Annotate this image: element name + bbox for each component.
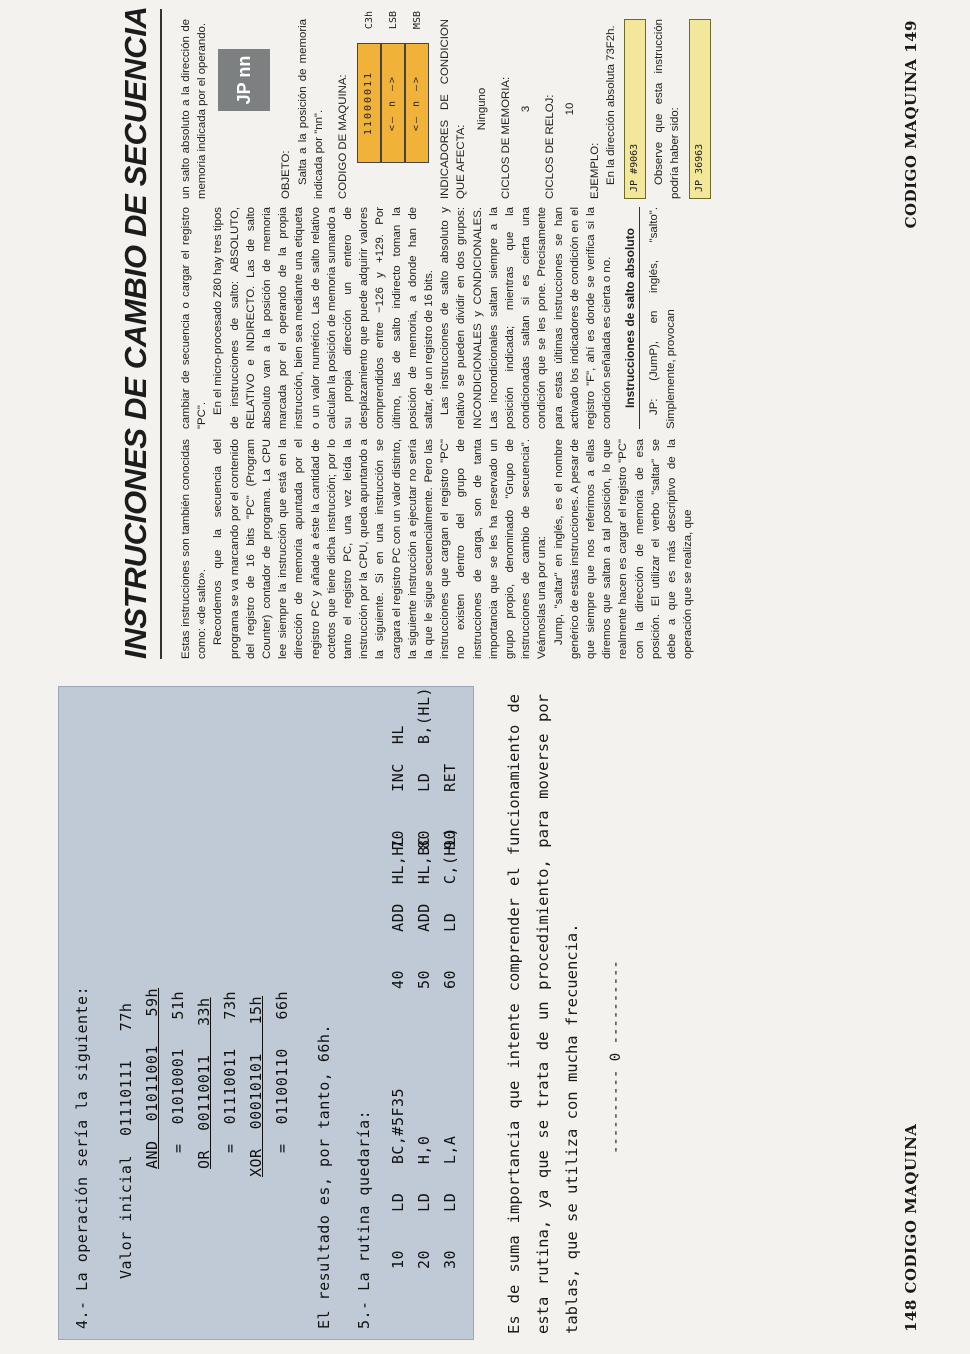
paragraph: cambiar de secuencia o cargar el registro "PC".	[180, 207, 209, 429]
opcode-diagram	[357, 11, 429, 163]
step-4-heading: 4.- La operación sería la siguiente:	[73, 985, 91, 1329]
code-panel	[58, 686, 474, 1340]
initial-value-line: Valor inicial 01110111 77h	[117, 1002, 135, 1279]
indicadores-label: INDICADORES DE CONDICION QUE AFECTA:	[439, 19, 468, 199]
or-line: OR 00110011 33h	[195, 997, 213, 1169]
ciclos-reloj-value: 10	[564, 102, 577, 116]
routine-line: 70 INC HL	[389, 725, 407, 849]
routine-listing	[389, 686, 469, 1269]
paragraph: En el micro-procesado Z80 hay tres tipos de instrucciones de salto: ABSOLUTO, RELATIVO e INDIRECTO. Las de salto absoluto van a la posición de memoria marcada por el operando de la propia instrucción, bien sea mediante una etiqueta o un valor numérico. Las de salto relativo calculan la posición de memoria sumando a su propia dirección un entero de desplazamiento que puede adquirir valores comprendidos entre −126 y +129. Por último, las de salto indirecto toman la posición de memoria, a donde han de saltar, de un registro de 16 bits.	[212, 207, 436, 429]
ciclos-reloj-label: CICLOS DE RELOJ:	[544, 94, 557, 199]
page-footer-149: CODIGO MAQUINA 149	[902, 20, 920, 229]
routine-line: 20 LD H,0	[415, 1135, 433, 1269]
routine-line: 60 LD C,(HL)	[441, 826, 459, 989]
ejemplo-code-box: JP #9063	[624, 19, 646, 199]
instruction-box: JP nn	[218, 49, 270, 111]
page-148	[0, 677, 970, 1354]
or-result-line: = 01110011 73h	[221, 990, 239, 1153]
objeto-label: OBJETO:	[280, 150, 293, 199]
result-line: El resultado es, por tanto, 66h.	[315, 1024, 333, 1329]
opcode-byte: 11000011	[357, 43, 381, 163]
separator: ---------- 0 ----------	[608, 960, 624, 1154]
page-footer-148: 148 CODIGO MAQUINA	[902, 1123, 920, 1332]
objeto-text: Salta a la posición de memoria indicada por "nn".	[296, 19, 325, 199]
routine-line: 90 RET	[441, 763, 459, 849]
codigo-label: CODIGO DE MAQUINA:	[337, 74, 350, 199]
paragraph: Jump, "saltar" en inglés, es el nombre genérico de estas instrucciones. A pesar de que siempre que nos referimos a ellas diremos que saltan a tal posición, lo que realmente hacen es cargar el registro "PC" con la dirección de memoria de esa posición. El utilizar el verbo "saltar" se debe a que es más descriptivo de la operación que se realiza, que	[552, 439, 695, 659]
lsb-byte: <— n —>	[381, 43, 405, 163]
paragraph: Recordemos que la secuencia del programa se va marcando por el contenido del registro de 16 bits "PC" (Program Counter) contador de programa. La CPU lee siempre la instrucción que está en la dirección de memoria apuntada por el registro PC y añade a éste la cantidad de octetos que tiene dicha instrucción; por lo tanto el registro PC, una vez leída la instrucción por la CPU, queda apuntando a la siguiente. Si en una instrucción se cargara el registro PC con un valor distinto, la siguiente instrucción a ejecutar no sería la que le sigue secuencialmente. Pero las instrucciones que cargan el registro "PC" no existen dentro del grupo de instrucciones de carga, son de tanta importancia que se les ha reservado un grupo propio, denominado "Grupo de instrucciones de cambio de secuencia". Veámoslas una por una:	[212, 439, 549, 659]
page-title: INSTRUCIONES DE CAMBIO DE SECUENCIA	[118, 9, 162, 659]
ciclos-memoria-label: CICLOS DE MEMORIA:	[499, 76, 512, 199]
routine-line: 50 ADD HL,BC	[415, 836, 433, 989]
paragraph: Las instrucciones de salto absoluto y relativo se pueden dividir en dos grupos: INCONDICIONALES y CONDICIONALES. Las incondicionales saltan siempre a la posición indicada; mientras que la condicionadas saltan si es cierta una condición que se les pone. Precisamente para estas últimas instrucciones se han activado los indicadores de condición en el registro "F", ahí es donde se verifica si la condición señalada es cierta o no.	[439, 207, 614, 429]
indicadores-value: Ninguno	[475, 87, 488, 131]
paragraph: Estas instrucciones son también conocidas como: «de salto».	[180, 439, 209, 659]
ciclos-memoria-value: 3	[520, 105, 533, 113]
paragraph: JP: (JumP), en inglés, "salto". Simplemente, provocan	[648, 207, 677, 429]
body-paragraph: Es de suma importancia que intente comprender el funcionamiento de esta rutina, ya que se trata de un procedimiento, para moverse por tablas, que se utiliza con mucha frecuencia.	[505, 694, 581, 1334]
routine-line: 10 LD BC,#5F35	[389, 1087, 407, 1269]
and-result-line: = 01010001 51h	[169, 990, 187, 1153]
ejemplo-label: EJEMPLO:	[588, 142, 601, 199]
xor-line: XOR 00010101 15h	[247, 995, 265, 1177]
msb-byte: <— n —>	[405, 43, 429, 163]
and-line: AND 01011001 59h	[143, 987, 161, 1169]
text-column-1	[178, 439, 697, 659]
lsb-label: LSB	[388, 11, 400, 30]
observe-code-box: JP 36963	[689, 19, 711, 199]
opcode-hex: C3h	[364, 11, 376, 30]
text-column-2	[178, 207, 679, 429]
msb-label: MSB	[412, 11, 424, 30]
ejemplo-text: En la dirección absoluta 73F2h.	[604, 25, 617, 185]
observe-text: Observe que esta instrucción podría haber sido:	[653, 19, 682, 199]
text-column-3	[178, 11, 716, 199]
xor-result-line: = 01100110 66h	[273, 990, 291, 1153]
routine-line: 80 LD B,(HL)	[415, 686, 433, 849]
section-subheading: Instrucciones de salto absoluto	[623, 207, 640, 429]
routine-line: 30 LD L,A	[441, 1135, 459, 1269]
paragraph: un salto absoluto a la dirección de memoria indicada por el operando.	[180, 19, 209, 199]
step-5-heading: 5.- La rutina quedaría:	[355, 1109, 373, 1329]
routine-line: 40 ADD HL,HL	[389, 836, 407, 989]
